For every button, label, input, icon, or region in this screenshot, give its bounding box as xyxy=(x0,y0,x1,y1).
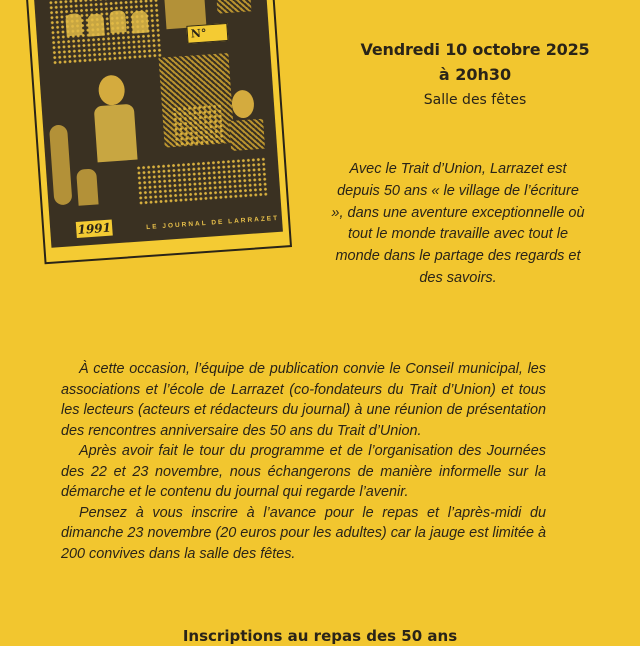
fish-illustration xyxy=(49,124,73,205)
player-figure xyxy=(65,13,82,36)
body-paragraph: À cette occasion, l’équipe de publication convie le Conseil municipal, les associations et l’école de Larrazet (co-fondateurs du Trait d’Union) et tous les lecteurs (acteurs et rédacteurs du journal) à une réunion de présentation des rencontres anniversaire des 50 ans du Trait d’Union. xyxy=(61,361,546,439)
event-time: à 20h30 xyxy=(438,65,512,84)
registration-heading: Inscriptions au repas des 50 ans xyxy=(182,627,458,645)
child-figure xyxy=(76,168,98,205)
event-header xyxy=(310,38,640,112)
man-head xyxy=(231,89,255,118)
foliage-illustration xyxy=(172,104,225,147)
woman-head xyxy=(98,74,126,106)
issue-number-label: N° xyxy=(186,23,228,44)
journal-cover-poster xyxy=(24,0,292,264)
body-text xyxy=(61,359,546,564)
player-figure xyxy=(109,10,126,33)
player-figure xyxy=(87,14,104,37)
event-date: Vendredi 10 octobre 2025 xyxy=(360,40,590,59)
crowd-illustration xyxy=(136,157,268,206)
player-figure xyxy=(131,11,148,34)
year-label: 1991 xyxy=(77,220,112,237)
intro-paragraph: Avec le Trait d’Union, Larrazet est depuis 50 ans « le village de l’écriture », dans une aventure exceptionnelle où tout le monde travaille avec tout le monde dans le partage des regards et des savoirs. xyxy=(331,161,585,286)
body-paragraph: Pensez à vous inscrire à l’avance pour le repas et l’après-midi du dimanche 23 novembre (20 euros pour les adultes) car la jauge est limitée à 200 convives dans la salle des fêtes. xyxy=(61,504,546,562)
tower-illustration xyxy=(214,0,251,14)
woman-figure xyxy=(94,104,138,163)
journal-caption: LE JOURNAL DE LARRAZET xyxy=(146,214,280,232)
poster-artwork xyxy=(33,0,283,248)
event-place: Salle des fêtes xyxy=(423,92,527,108)
body-paragraph: Après avoir fait le tour du programme et de l’organisation des Journées des 22 et 23 novembre, nous échangerons de manière informelle sur la démarche et le contenu du journal qui regarde l’avenir. xyxy=(61,443,546,500)
striped-shirt xyxy=(229,119,265,151)
